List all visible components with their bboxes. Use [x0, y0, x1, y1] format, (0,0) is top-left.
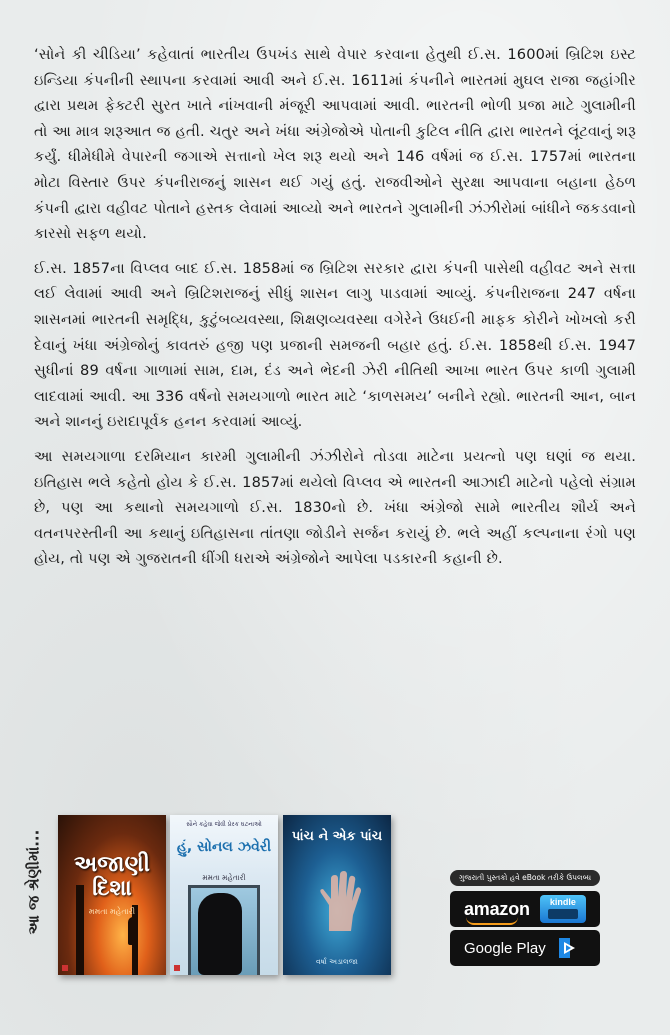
book-tagline: સૌને કહેવા જેવી પ્રેરક ઘટનાઓ	[186, 821, 262, 828]
synopsis-text	[34, 42, 636, 572]
amazon-kindle-button[interactable]	[450, 891, 600, 927]
book-cover-hun-sonal-zaveri[interactable]	[170, 815, 278, 975]
paragraph-1: ‘સોને કી ચીડિયા’ કહેવાતાં ભારતીય ઉપખંડ સાથે વેપાર કરવાના હેતુથી ઈ.સ. 1600માં બ્રિટિશ ઇસ્ટ ઇન્ડિયા કંપનીની સ્થાપના કરવામાં આવી અને ઈ.સ. 1611માં કંપનીને ભારતમાં મુઘલ રાજા જહાંગીર દ્વારા પ્રથમ ફેક્ટરી સુરત ખાતે નાંખવાની મંજૂરી આપવામાં આવી. ભારતની ભોળી પ્રજા માટે ગુલામીની તો આ માત્ર શરૂઆત જ હતી. ચતુર અને ખંધા અંગ્રેજોએ પોતાની કુટિલ નીતિ દ્વારા ભારતને લૂંટવાનું શરૂ કર્યું. ધીમેધીમે વેપારની જગાએ સત્તાનો ખેલ શરૂ થયો અને 146 વર્ષમાં જ ઈ.સ. 1757માં ભારતના મોટા વિસ્તાર ઉપર કંપનીરાજનું શાસન થઈ ગયું હતું. રાજવીઓને સુરક્ષા આપવાના બહાના હેઠળ કંપની દ્વારા વહીવટ પોતાને હસ્તક લેવામાં આવ્યો અને ભારતને ગુલામીની ઝંઝીરોમાં બાંધીને જકડવાનો કારસો સફળ થયો.	[34, 46, 636, 243]
person-silhouette	[128, 917, 138, 945]
series-label	[20, 806, 46, 958]
publisher-mark	[174, 965, 180, 971]
kindle-device-icon	[548, 909, 578, 919]
book-title: અજાણી દિશા	[74, 852, 150, 901]
book-author: મમતા મહેતારી	[202, 873, 246, 882]
google-play-button[interactable]	[450, 930, 600, 966]
amazon-smile-icon	[466, 917, 518, 925]
google-play-label: Google Play	[464, 939, 546, 957]
google-play-books-icon	[558, 937, 578, 959]
book-cover-ajani-disha[interactable]	[58, 815, 166, 975]
book-author: વર્ષા અડાલજા	[316, 957, 358, 966]
series-label-text: આ જ શ્રેણીમાં...	[24, 829, 43, 935]
hand-icon	[311, 871, 363, 933]
ebook-caption: ગુજરાતી પુસ્તકો હવે eBook તરીકે ઉપલબ્ધ	[450, 870, 600, 886]
amazon-logo	[464, 899, 530, 920]
kindle-label: kindle	[549, 897, 576, 907]
kindle-icon	[540, 895, 586, 923]
amazon-label: amazon	[464, 898, 530, 919]
book-author: મમતા મહેતારી	[88, 907, 136, 916]
store-panel	[450, 870, 600, 970]
book-cover-panch-ne-ek-panch[interactable]	[283, 815, 391, 975]
paragraph-3: આ સમયગાળા દરમિયાન કારમી ગુલામીની ઝંઝીરોને તોડવા માટેના પ્રયત્નો પણ ઘણાં જ થયા. ઇતિહાસ ભલે કહેતો હોય કે ઈ.સ. 1857માં થયેલો વિપ્લવ એ ભારતની આઝાદી માટેનો પહેલો સંગ્રામ છે, પણ આ કથાનો સમયગાળો ઈ.સ. 1830નો છે. ખંધા અંગ્રેજો સામે ભારતીય શૌર્ય અને વતનપરસ્તીની આ કથાનું ઇતિહાસના તાંતણા જોડીને સર્જન કરાયું છે. ભલે અહીં કલ્પનાના રંગો પણ હોય, તો પણ એ ગુજરાતની ધીંગી ધરાએ અંગ્રેજોને આપેલા પડકારની કહાની છે.	[34, 447, 636, 568]
woman-silhouette	[198, 893, 242, 975]
paragraph-2: ઈ.સ. 1857ના વિપ્લવ બાદ ઈ.સ. 1858માં જ બ્રિટિશ સરકાર દ્વારા કંપની પાસેથી વહીવટ અને સત્તા લઈ લેવામાં આવી અને બ્રિટિશરાજનું સીધું શાસન લાગુ પાડવામાં આવ્યું. કંપનીરાજના 247 વર્ષના શાસનમાં ભારતની સમૃદ્ધિ, કુટુંબવ્યવસ્થા, શિક્ષણવ્યવસ્થા વગેરેને ઉધઈની માફક કોરીને ખોખલો કરી દેવાનું ખંધા અંગ્રેજોનું કાવતરું હજી પણ પ્રજાની સમજની બહાર હતું. ઈ.સ. 1858થી ઈ.સ. 1947 સુધીનાં 89 વર્ષના ગાળામાં સામ, દામ, દંડ અને ભેદની ઝેરી નીતિથી આખા ભારત ઉપર કાળી ગુલામી લાદવામાં આવી. આ 336 વર્ષનો સમયગાળો ભારત માટે ‘કાળસમય’ બનીને રહ્યો. ભારતની આન, બાન અને શાનનું ઇરાદાપૂર્વક હનન કરવામાં આવ્યું.	[34, 259, 636, 431]
book-title: પાંચ ને એક પાંચ	[291, 829, 383, 844]
publisher-mark	[62, 965, 68, 971]
book-title: હું, સોનલ ઝવેરી	[176, 839, 272, 855]
